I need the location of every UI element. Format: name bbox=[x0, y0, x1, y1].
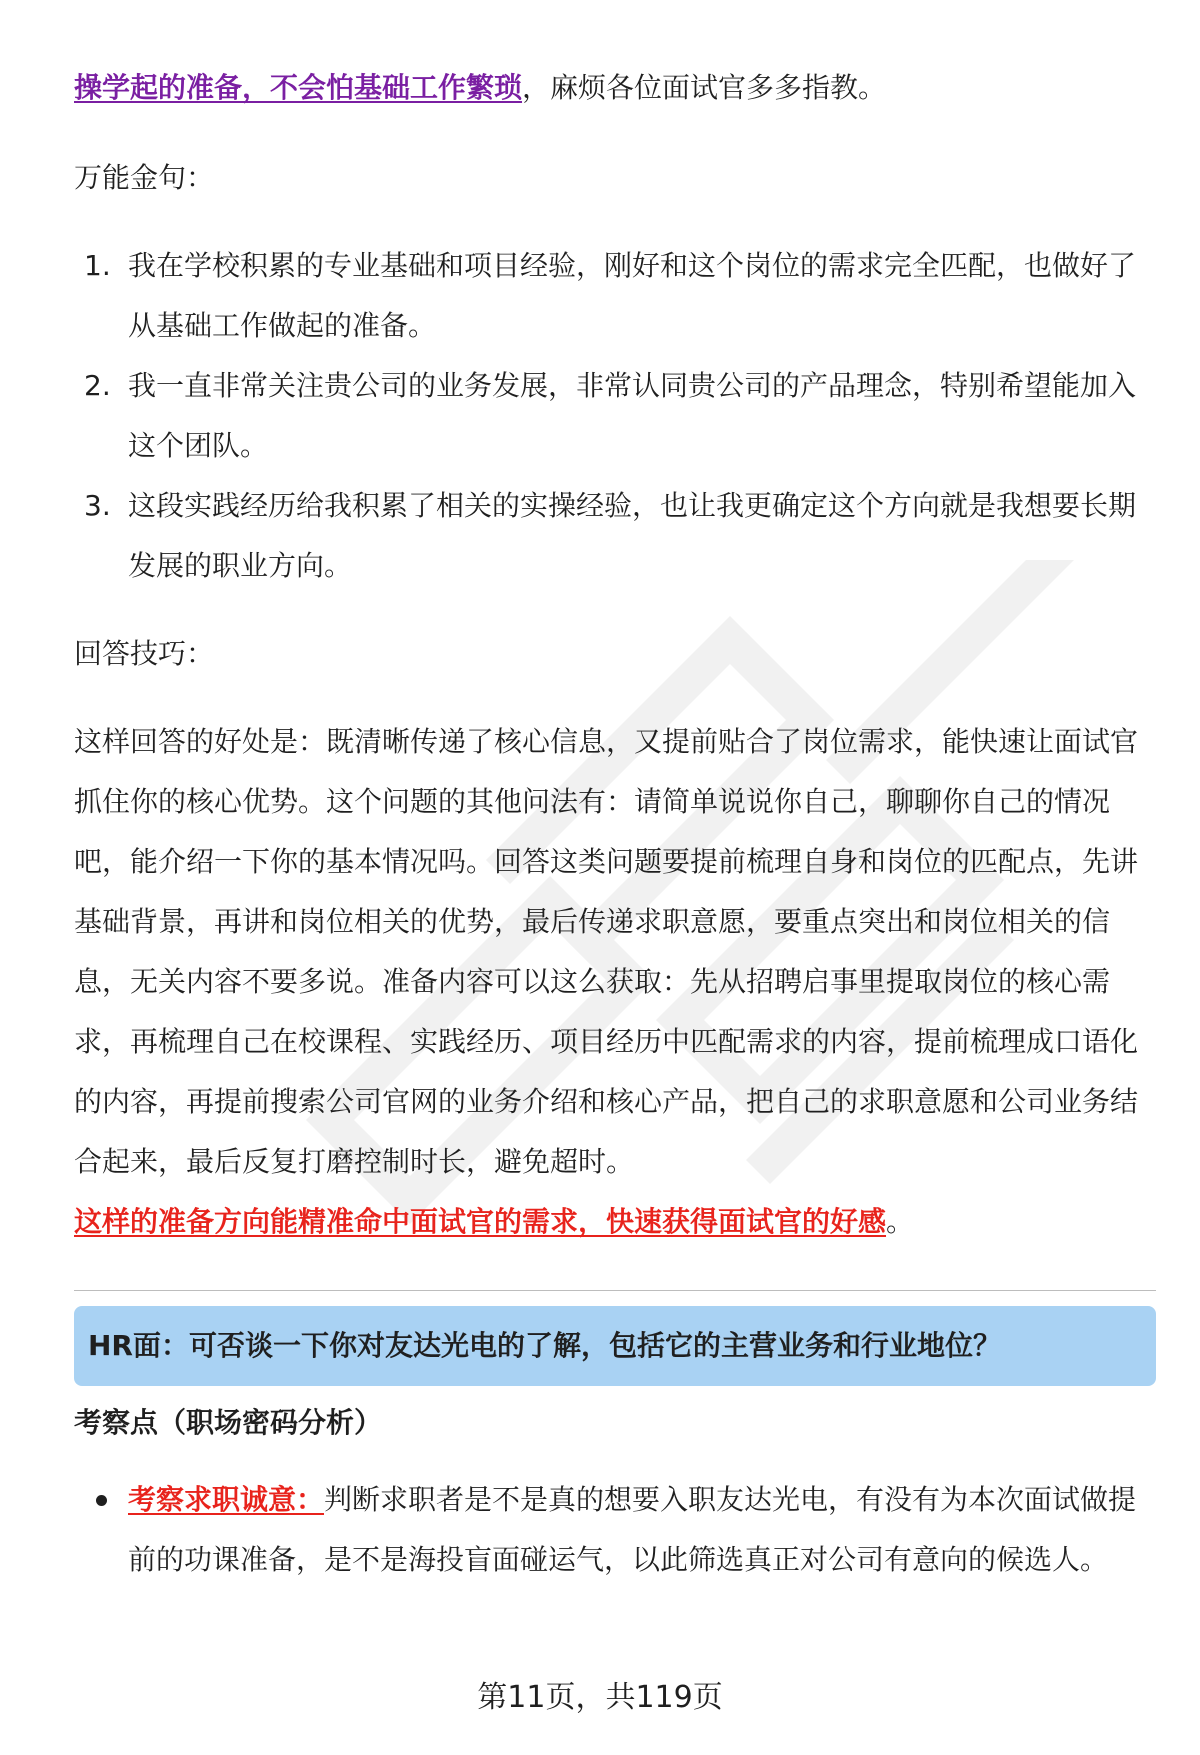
exam-points-list bbox=[74, 1470, 1146, 1590]
list-number: 3. bbox=[84, 489, 111, 522]
tips-text: 这样回答的好处是：既清晰传递了核心信息，又提前贴合了岗位需求，能快速让面试官抓住你的核心优势。这个问题的其他问法有：请简单说说你自己，聊聊你自己的情况吧，能介绍一下你的基本情况吗。回答这类问题要提前梳理自身和岗位的匹配点，先讲基础背景，再讲和岗位相关的优势，最后传递求职意愿，要重点突出和岗位相关的信息，无关内容不要多说。准备内容可以这么获取：先从招聘启事里提取岗位的核心需求，再梳理自己在校课程、实践经历、项目经历中匹配需求的内容，提前梳理成口语化的内容，再提前搜索公司官网的业务介绍和核心产品，把自己的求职意愿和公司业务结合起来，最后反复打磨控制时长，避免超时。 bbox=[74, 725, 1139, 1178]
tips-highlight-end: 。 bbox=[886, 1205, 915, 1238]
exam-section-title: 考察点（职场密码分析） bbox=[74, 1406, 383, 1439]
list-item bbox=[74, 476, 1146, 596]
tips-paragraph bbox=[74, 712, 1146, 1252]
tips-highlight: 这样的准备方向能精准命中面试官的需求，快速获得面试官的好感 bbox=[74, 1205, 887, 1238]
bullet-icon bbox=[96, 1495, 107, 1506]
list-text: 我在学校积累的专业基础和项目经验，刚好和这个岗位的需求完全匹配，也做好了从基础工作做起的准备。 bbox=[128, 249, 1137, 342]
page-number: 第11页，共119页 bbox=[477, 1680, 723, 1715]
golden-label: 万能金句： bbox=[74, 161, 215, 194]
intro-highlight: 操学起的准备，不会怕基础工作繁琐 bbox=[74, 71, 523, 104]
list-number: 1. bbox=[84, 249, 111, 282]
main-content bbox=[74, 58, 1146, 1252]
list-item bbox=[74, 236, 1146, 356]
point-label: 考察求职诚意： bbox=[128, 1483, 325, 1516]
list-number: 2. bbox=[84, 369, 111, 402]
point-text: 判断求职者是不是真的想要入职友达光电，有没有为本次面试做提前的功课准备，是不是海投盲面碰运气，以此筛选真正对公司有意向的候选人。 bbox=[128, 1483, 1137, 1576]
list-item bbox=[74, 1470, 1146, 1590]
hr-question-box: HR面：可否谈一下你对友达光电的了解，包括它的主营业务和行业地位？ bbox=[74, 1306, 1156, 1386]
list-text: 这段实践经历给我积累了相关的实操经验，也让我更确定这个方向就是我想要长期发展的职业方向。 bbox=[128, 489, 1137, 582]
list-text: 我一直非常关注贵公司的业务发展，非常认同贵公司的产品理念，特别希望能加入这个团队。 bbox=[128, 369, 1137, 462]
intro-rest: ，麻烦各位面试官多多指教。 bbox=[522, 71, 887, 104]
tips-label: 回答技巧： bbox=[74, 637, 215, 670]
section-divider bbox=[74, 1290, 1156, 1291]
list-item bbox=[74, 356, 1146, 476]
golden-list bbox=[74, 236, 1146, 596]
intro-paragraph bbox=[74, 58, 1146, 118]
